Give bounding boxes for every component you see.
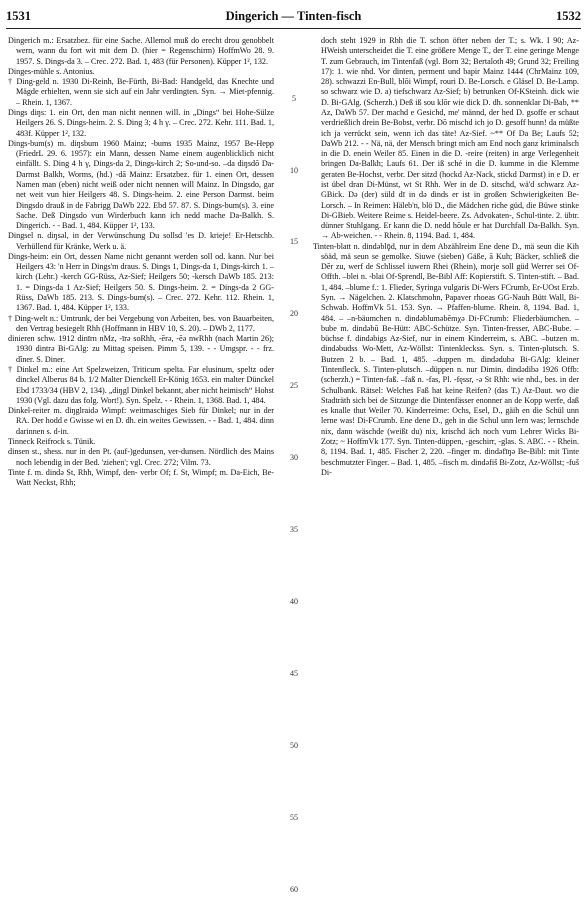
dictionary-entry: Dingsel n. diŋsǝl, in der Verwünschung Du sollsd 'es D. krieje! Er-Hetschb. Verhüllend für Kränke, Werk u. ä. (8, 231, 274, 251)
dictionary-entry: dinsen st., shess. nur in den Pt. (auf-)gedunsen, ver-dunsen. Nördlich des Mains noch lebendig in der Bed. 'ziehen'; vgl. Crec. 272; Vilm. 73. (8, 447, 274, 467)
page-number-right: 1532 (556, 9, 581, 23)
dictionary-entry: † Ding-welt n.: Umtrunk, der bei Vergebung von Arbeiten, bes. von Bauarbeiten, den Vertrag besiegelt Rhh (Hoffmann in HBV 10, S. 20). – DWb 2, 1177. (8, 313, 274, 333)
line-number: 45 (290, 669, 298, 679)
dictionary-entry: Dings-heim: ein Ort, dessen Name nicht genannt werden soll od. kann. Nur bei Heilgers 43: 'n Herr in Dings'm draus. S. Dings 1, Dings-da 1, Dings-kirch 1. –kirch (Lehr.) -kerch GG-Rüss, Az-Sief; Heilgers 50; -kersch DaWb 185. 213: 1. = Dings-da 1 Az-Sief; Heilgers 50. S. Dings-heim. 2. = Dings-da 2 GG-Rüss, DaWb 185. 213. S. Dings-bum(s). – Crec. 272. Kehr. 112. Rhein. 1, 1367. Bad. 1, 484. Küpper 1², 133. (8, 251, 274, 313)
line-number: 50 (290, 741, 298, 751)
line-number: 55 (290, 813, 298, 823)
dictionary-entry: Dingerich m.: Ersatzbez. für eine Sache. Allemol muß do erecht drou genobbelt wern, wann du fort wit mit dem D. (hier = Regenschirm) HoffmWo 28. 9. 1957. S. Dings-da 3. – Crec. 272. Bad. 1, 483 (für Personen). Küpper 1², 132. (8, 36, 274, 66)
dictionary-entry: Tinte f. m. dindǝ St, Rhh, Wimpf, den- verbr Of; f. St, Wimpf; m. Da-Eich, Be-Watt Neckst, Rhh; (8, 467, 274, 488)
running-header (6, 9, 581, 27)
dictionary-entry: Dinges-mühle s. Antonius. (8, 66, 95, 76)
dictionary-entry: Tinten-blatt n. dindǝblǭd, nur in dem Abzählreim Ene dene D., mä seun die Kih söäd, mä seun se gemolke. Siuwe (sieben) Gäße, ā Kuh; Bäcker, schließ die Dēr zu, werf de Schlissel iuwern Rhei (Rhein), morje soll güd Werrer sei Of-Offth. –blei n. -blai Of-Sprendl, Be-Bibl Aff: Kopierstift. S. Tinten-stift. – Bad. 1, 484. –blume f.: 1. Flieder, Syringa vulgaris Di-Wers FCrumb, Er-UOst Erzb. Syn. → Nägelchen. 2. Klatschmohn, Papaver rhoeas GG-Nauh Bütt Wall, Bi-Schwab. HoffmVk 51. 153. Syn. → Pfaffen-blume. Rhein. 8, 1194. Bad. 1, 484. – –n-bäumchen n. dindǝblumǝbēmχǝ Di-FCrumb: Fliederbäumchen. –bube m. dindǝbū Be-Hütt: ABC-Schütze. Syn. Tinten-fresser, ABC-Bube. –büchse f. dindǝbigs Az-Sief, nur in einem Kinderreim, s. ABC. –butzen m. dindǝbudss Wo-Mett, Az-Wöllst: Tintenkleckss. Syn. s. Tinten-plutsch. S. Butzen 2 b. – Bad. 1, 485. –duppen m. dindǝdubǝ Bi-GAlg: kleiner Tintenfleck. S. Tinten-plutsch. –düppen n. nur Dimin. dindǝdibǝ 1926 Offb: (scherzh.) = Tinten-faß. –faß n. -fas, Pl. -fęssr, -ǝ St Rhh: wie nhd., bes. in der Schulbank. Rätsel: Welches Faß hat keine Reifen? (das T.) Az-Daut. wo die Stadträth sich bei de Sitzunge die Dintenfässer enonner an de Kopp werfe, daß es knalle thut Weiler 70. Kinderreime: Ochs, Esel, D., gäih en die Schül unn lerne was! Di-FCrumb. Ene dene D., geh in die Schul unn lern was; lernschde nix, dann wäschde (weißt du) nix, krischd äch noch vum Lehrer Wicks Bi-Zotz; ~ HoffmVk 177. Syn. Tinten-düppen, -geschirr, -glas. S. ABC. - - Rhein. 8, 1194. Bad. 1, 485. Fischer 2, 220. –finger m. dindǝfīŋǝ Be-Bibl: mit Tinte beschmutzter Finger. – Bad. 1, 485. –fisch m. dindǝfiš Bi-Zotz, Az-Wöllst; -fuš Di- (313, 241, 579, 477)
left-column (8, 36, 274, 488)
dictionary-entry: Tinneck Reifrock s. Tünik. (8, 436, 96, 446)
line-number: 30 (290, 453, 298, 463)
dictionary-entry: † Ding-geld n. 1930 Di-Reinh, Be-Fürth, Bi-Bad: Handgeld, das Knechte und Mägde erhielten, wenn sie sich auf ein Jahr verdingten. Syn. → Miet-pfennig. – Rhein. 1, 1367. (8, 77, 274, 107)
header-rule (6, 28, 581, 29)
line-number: 60 (290, 885, 298, 895)
line-number: 25 (290, 381, 298, 391)
line-number: 20 (290, 309, 298, 319)
line-number: 35 (290, 525, 298, 535)
page-title: Dingerich — Tinten-fisch (225, 9, 362, 23)
dictionary-entry: † Dinkel m.: eine Art Spelzweizen, Triticum spelta. Far elusinum, speltz oder dinckel Alberus 84 b. 1/2 Malter Dienckell Er-König 1653. ein malter Dünckel Ebd 1733/34 (HBV 2, 134). „diŋgl Dinkel bekannt, aber nicht heimisch“ Hohst 1930 (Vgl. dazu das folg. Wort!). Syn. Spelz. - - Rhein. 1, 1368. Bad. 1, 484. (8, 365, 274, 405)
right-column (313, 36, 579, 478)
line-number: 40 (290, 597, 298, 607)
dictionary-entry: dinieren schw. 1912 dinīrn nMz, -īrǝ soRhh, -ērǝ, -ēǝ nwRhh (nach Martin 26); 1930 dintrǝ Bi-GAlg: zu Mittag speisen. Pimm 5, 139. - - Umgspr. - - frz. dîner. S. Diner. (8, 334, 274, 364)
line-number: 10 (290, 165, 298, 175)
dictionary-entry: doch steht 1929 in Rhh die T. schon öfter neben der T.; s. Wk. I 90; Az-HWeish unterscheidet die T. eine größere Menge T., der T. eine geringe Menge T. zum Gebrauch, im Tintenfaß (vgl. Born 32; Bertaloth 49; Grund 32; Freiling 17): 1. wie nhd. Vor dinten, perment und bapir Mainz 1444 (ChrMainz 109, 28). schwazzi En-Bull, blōi Wimpf, rouri D. Be-Lorsch. e Gläsel D. Be-Lamp. so schwarz wie D. a) tiefschwarz Az-Sief; b) betrunken Of-KSteinh. dick wie D. Bi-GAlg. (Scherzh.) Deß iß sou klōr wie dick D. dh. sonnenklar Di-Bab, ** Az, DaWb 57. Der machd e Gesichd, me' männd, der hed D. gsoffe er schaut verdrießlich drein Be-Bobst, verbr. Dō mischd ich jo D. gesoff hunn! da müßte ich ja verrückt sein, wenn ich das täte! Az-Sief. ~** Of Da Be; Laufs 52; DaWb 212. - - Nä, nä, der Mensch bringt mich am End noch ganz kriminalsch in die D. enein Weiler 85. Einen in die D. -reire (reiten) in arge Verlegenheit bringen Da-Balkh; Laufs 61. Der iß sché in die D. kumme in die Klemme geraten Be-Hochst, verbr. Der sitzd (hockd Az-Nack, stickd Darmst) in e D. er ist übel dran Di-Münst, wt St Rhh. Wer in de D. sitschd, wä'd schwarz Az-GBick. Dǝ (der) süld dī in dǝ dinds er ist in großen Schwierigkeiten Be-Lorsch. – In Reimen: Häleb'n, blö D., die Mädchen riche güd, die Büwe stinke Di-GBieb. Weitere Reime s. Heidel-beere. Zs. Advokaten-, Schul-tinte. 2. übtr. dünner Stuhlgang. Er kann die D. nedd hōule er hat Durchfall Da-Balkh. Syn. → Ab-weichen. - - Rhein. 8, 1194. Bad. 1, 484. (321, 36, 579, 241)
line-number: 5 (292, 93, 296, 103)
dictionary-entry: Dings diŋs: 1. ein Ort, den man nicht nennen will. in „Dings“ bei Hohe-Sülze Heilgers 26. S. Dings-heim. 2. S. Ding 3; 4 h γ. – Crec. 272. Kehr. 111. Bad. 1, 483f. Küpper 1², 132. (8, 107, 274, 138)
dictionary-entry: Dinkel-reiter m. diŋglraidǝ Wimpf: weitmaschiges Sieb für Dinkel; nur in der RA. Der hodd e Gwisse wi en D. dh. ein weites Gewissen. - - Bad. 1, 484. dinn darinnen s. d-in. (8, 406, 274, 436)
line-number: 15 (290, 237, 298, 247)
page-number-left: 1531 (6, 9, 31, 23)
dictionary-entry: Dings-bum(s) m. diŋsbum 1960 Mainz; -bums 1935 Mainz, 1957 Be-Hepp (FriedrL 29. 6. 1957): ein Mann, dessen Name einem augenblicklich nicht einfällt. S. Ding 4 h γ, Dings-da 2, Dings-kirch 2; So-und-so. –da diŋsdō Da-Darmst Balkh, Worms, (hd.) -dā Mainz: Ersatzbez. für 1. einen Ort, dessen Namen man (eben) nicht weiß oder nicht nennen will Mainz. In Dingsdo, gar net weit vun hier Heilgers 48. S. Dings-heim. 2. eine Person Darmst. beim Dingsdo drauß in de Fabrigg DaWb 222. Ebd 57. 87. S. Dings-bum(s). 3. eine Sache. Deß Dingsdo vun Wirderbuch kann ich nedd mache Da-Balkh. S. Dingerich. - - Bad. 1, 484. Küpper 1², 133. (8, 138, 274, 231)
